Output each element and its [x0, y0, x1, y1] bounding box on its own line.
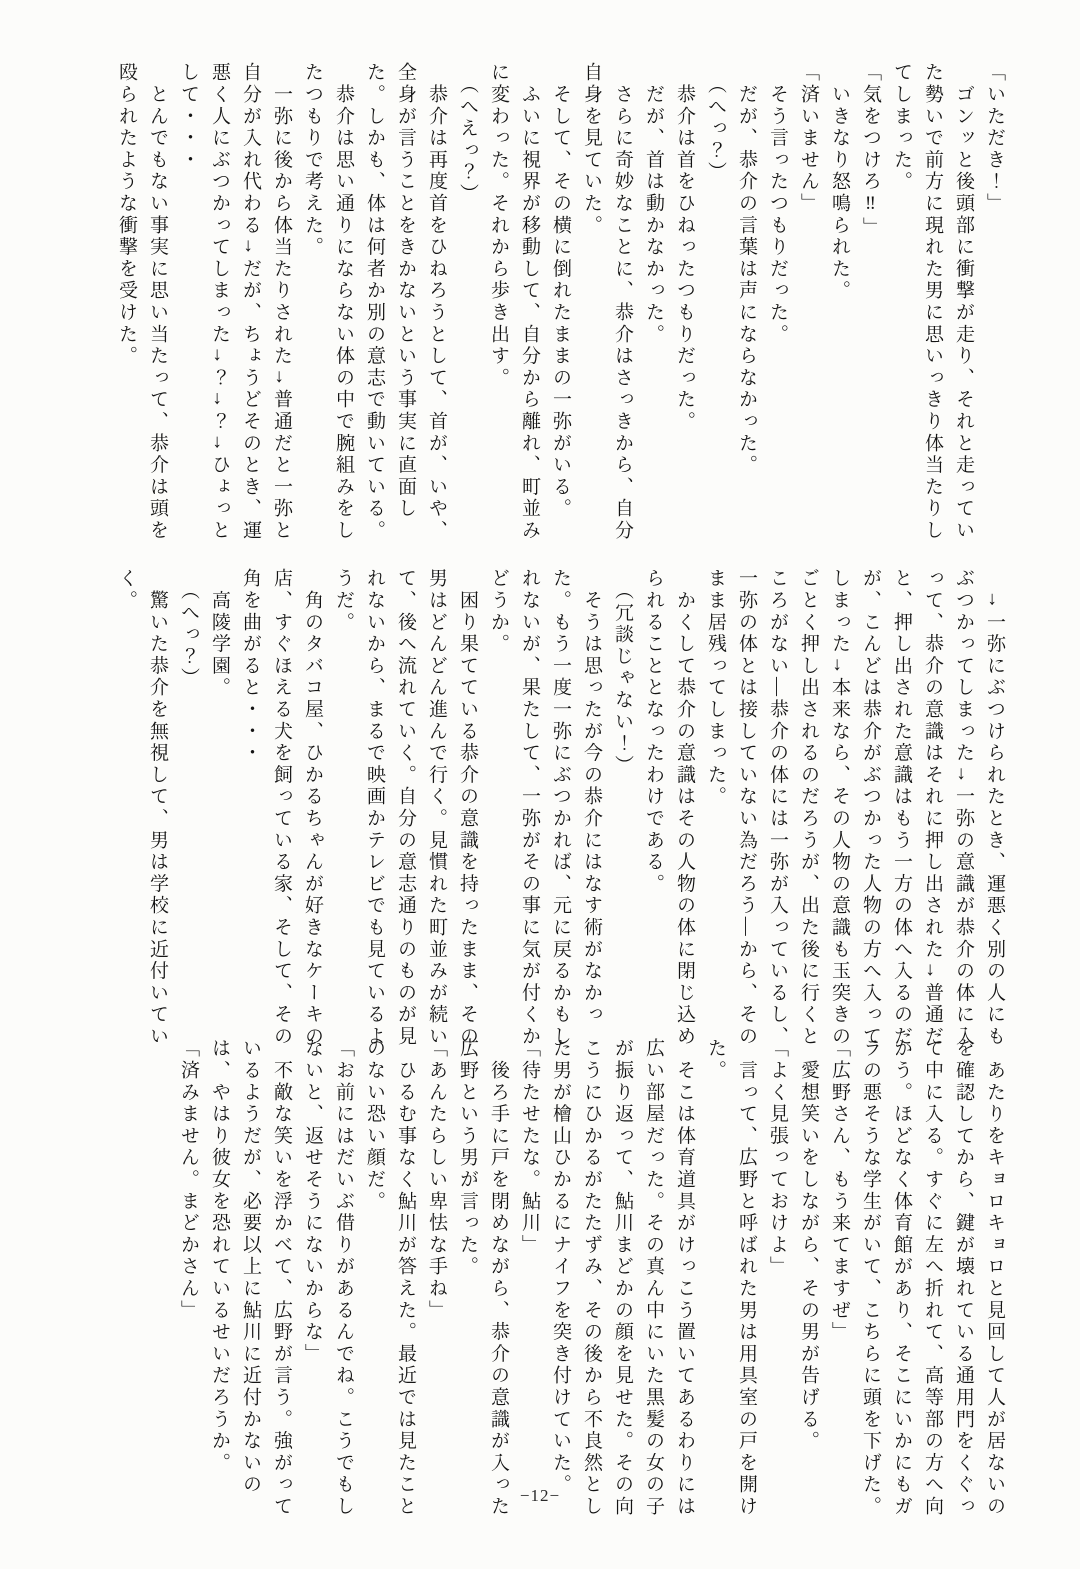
- paragraph: 「気をつけろ‼」: [860, 62, 881, 239]
- paragraph: さらに奇妙なことに、恭介はさっきから、自分自身を見ていた。: [581, 62, 633, 542]
- paragraph: 一弥に後から体当たりされた→普通だと一弥と自分が入れ代わる→だが、ちょうどそのとき、運悪く人にぶつかってしまった→？→？→ひょっとして・・・: [178, 62, 292, 542]
- text-section-bottom: [68, 1038, 1010, 1518]
- page-number: −12−: [519, 1486, 561, 1505]
- paragraph: 「広野さん、もう来てますぜ」: [829, 1038, 850, 1344]
- paragraph: 恭介は思い通りにならない体の中で腕組みをしたつもりで考えた。: [302, 62, 354, 542]
- paragraph: 言って、広野と呼ばれた男は用具室の戸を開けた。: [705, 1038, 757, 1518]
- paragraph: 「済みません。まどかさん」: [178, 1038, 199, 1322]
- paragraph: あたりをキョロキョロと見回して人が居ないのを確認してから、鍵が壊れている通用門をくぐって中に入る。すぐに左へ折れて、高等部の方へ向かう。ほどなく体育館があり、そこにいかにもガラの悪そうな学生がいて、こちらに頭を下げた。: [860, 1038, 1005, 1518]
- paragraph: 「よく見張っておけよ」: [767, 1038, 788, 1278]
- paragraph: （へえっ？）: [457, 62, 478, 206]
- paragraph: （へっ？）: [178, 568, 199, 690]
- paragraph: （冗談じゃない！）: [612, 568, 633, 777]
- paragraph: いきなり怒鳴られた。: [829, 62, 850, 302]
- paragraph: かくして恭介の意識はその人物の体に閉じ込められることとなったわけである。: [643, 568, 695, 1048]
- paragraph: 高陵学園。: [209, 568, 230, 699]
- paragraph: （へっ？）: [705, 62, 726, 184]
- paragraph: 愛想笑いをしながら、その男が告げる。: [798, 1038, 819, 1453]
- paragraph: ふいに視界が移動して、自分から離れ、町並みに変わった。それから歩き出す。: [488, 62, 540, 542]
- paragraph: だが、首は動かなかった。: [643, 62, 664, 346]
- paragraph: ひるむ事なく鮎川が答えた。最近では見たことのない恐い顔だ。: [364, 1038, 416, 1518]
- paragraph: 「お前にはだいぶ借りがあるんでね。こうでもしないと、返せそうにないからな」: [302, 1038, 354, 1518]
- paragraph: とんでもない事実に思い当たって、恭介は頭を殴られたような衝撃を受けた。: [116, 62, 168, 542]
- paragraph: だが、恭介の言葉は声にならなかった。: [736, 62, 757, 477]
- text-section-top: [68, 62, 1010, 542]
- paragraph: →一弥にぶつけられたとき、運悪く別の人にもぶつかってしまった→一弥の意識が恭介の体に入って、恭介の意識はそれに押し出された→普通だと、押し出された意識はもう一方の体へ入るのだが、こんどは恭介がぶつかった人物の方へ入ってしまった→本来なら、その人物の意識も玉突きのごとく押し出されるのだろうが、出た後に行くところがない―恭介の体には一弥が入っているし、一弥の体とは接していない為だろう―から、そのまま居残ってしまった。: [705, 568, 1005, 1048]
- paragraph: そこは体育道具がけっこう置いてあるわりには広い部屋だった。その真ん中にいた黒髪の女の子が振り返って、鮎川まどかの顔を見せた。その向こうにひかるがたたずみ、その後から不良然とした男が檜山ひかるにナイフを突き付けていた。: [550, 1038, 695, 1518]
- paragraph: 「いただき！」: [984, 62, 1005, 215]
- paragraph: そうは思ったが今の恭介にはなす術がなかった。もう一度一弥にぶつかれば、元に戻るかもしれないが、果たして、一弥がその事に気が付くかどうか。: [488, 568, 602, 1048]
- paragraph: 「済いません」: [798, 62, 819, 215]
- paragraph: そして、その横に倒れたままの一弥がいる。: [550, 62, 571, 520]
- paragraph: ゴンッと後頭部に衝撃が走り、それと走っていた勢いで前方に現れた男に思いっきり体当たりしてしまった。: [891, 62, 974, 542]
- paragraph: 恭介は首をひねったつもりだった。: [674, 62, 695, 433]
- paragraph: 角のタバコ屋、ひかるちゃんが好きなケーキの店、すぐほえる犬を飼っている家、そして、その角を曲がると・・・: [240, 568, 323, 1048]
- paragraph: 驚いた恭介を無視して、男は学校に近付いていく。: [116, 568, 168, 1048]
- paragraph: 「待たせたな。鮎川」: [519, 1038, 540, 1256]
- paragraph: 後ろ手に戸を閉めながら、恭介の意識が入った広野という男が言った。: [457, 1038, 509, 1518]
- paragraph: 困り果てている恭介の意識を持ったまま、その男はどんどん進んで行く。見慣れた町並みが続いて、後へ流れていく。自分の意志通りのものが見れないから、まるで映画かテレビでも見ているようだ。: [333, 568, 478, 1048]
- paragraph: 恭介は再度首をひねろうとして、首が、いや、全身が言うことをきかないという事実に直面した。しかも、体は何者か別の意志で動いている。: [364, 62, 447, 542]
- paragraph: そう言ったつもりだった。: [767, 62, 788, 346]
- paragraph: 不敵な笑いを浮かべて、広野が言う。強がっているようだが、必要以上に鮎川に近付かないのは、やはり彼女を恐れているせいだろうか。: [209, 1038, 292, 1518]
- paragraph: 「あんたらしい卑怯な手ね」: [426, 1038, 447, 1322]
- text-section-middle: [68, 568, 1010, 1048]
